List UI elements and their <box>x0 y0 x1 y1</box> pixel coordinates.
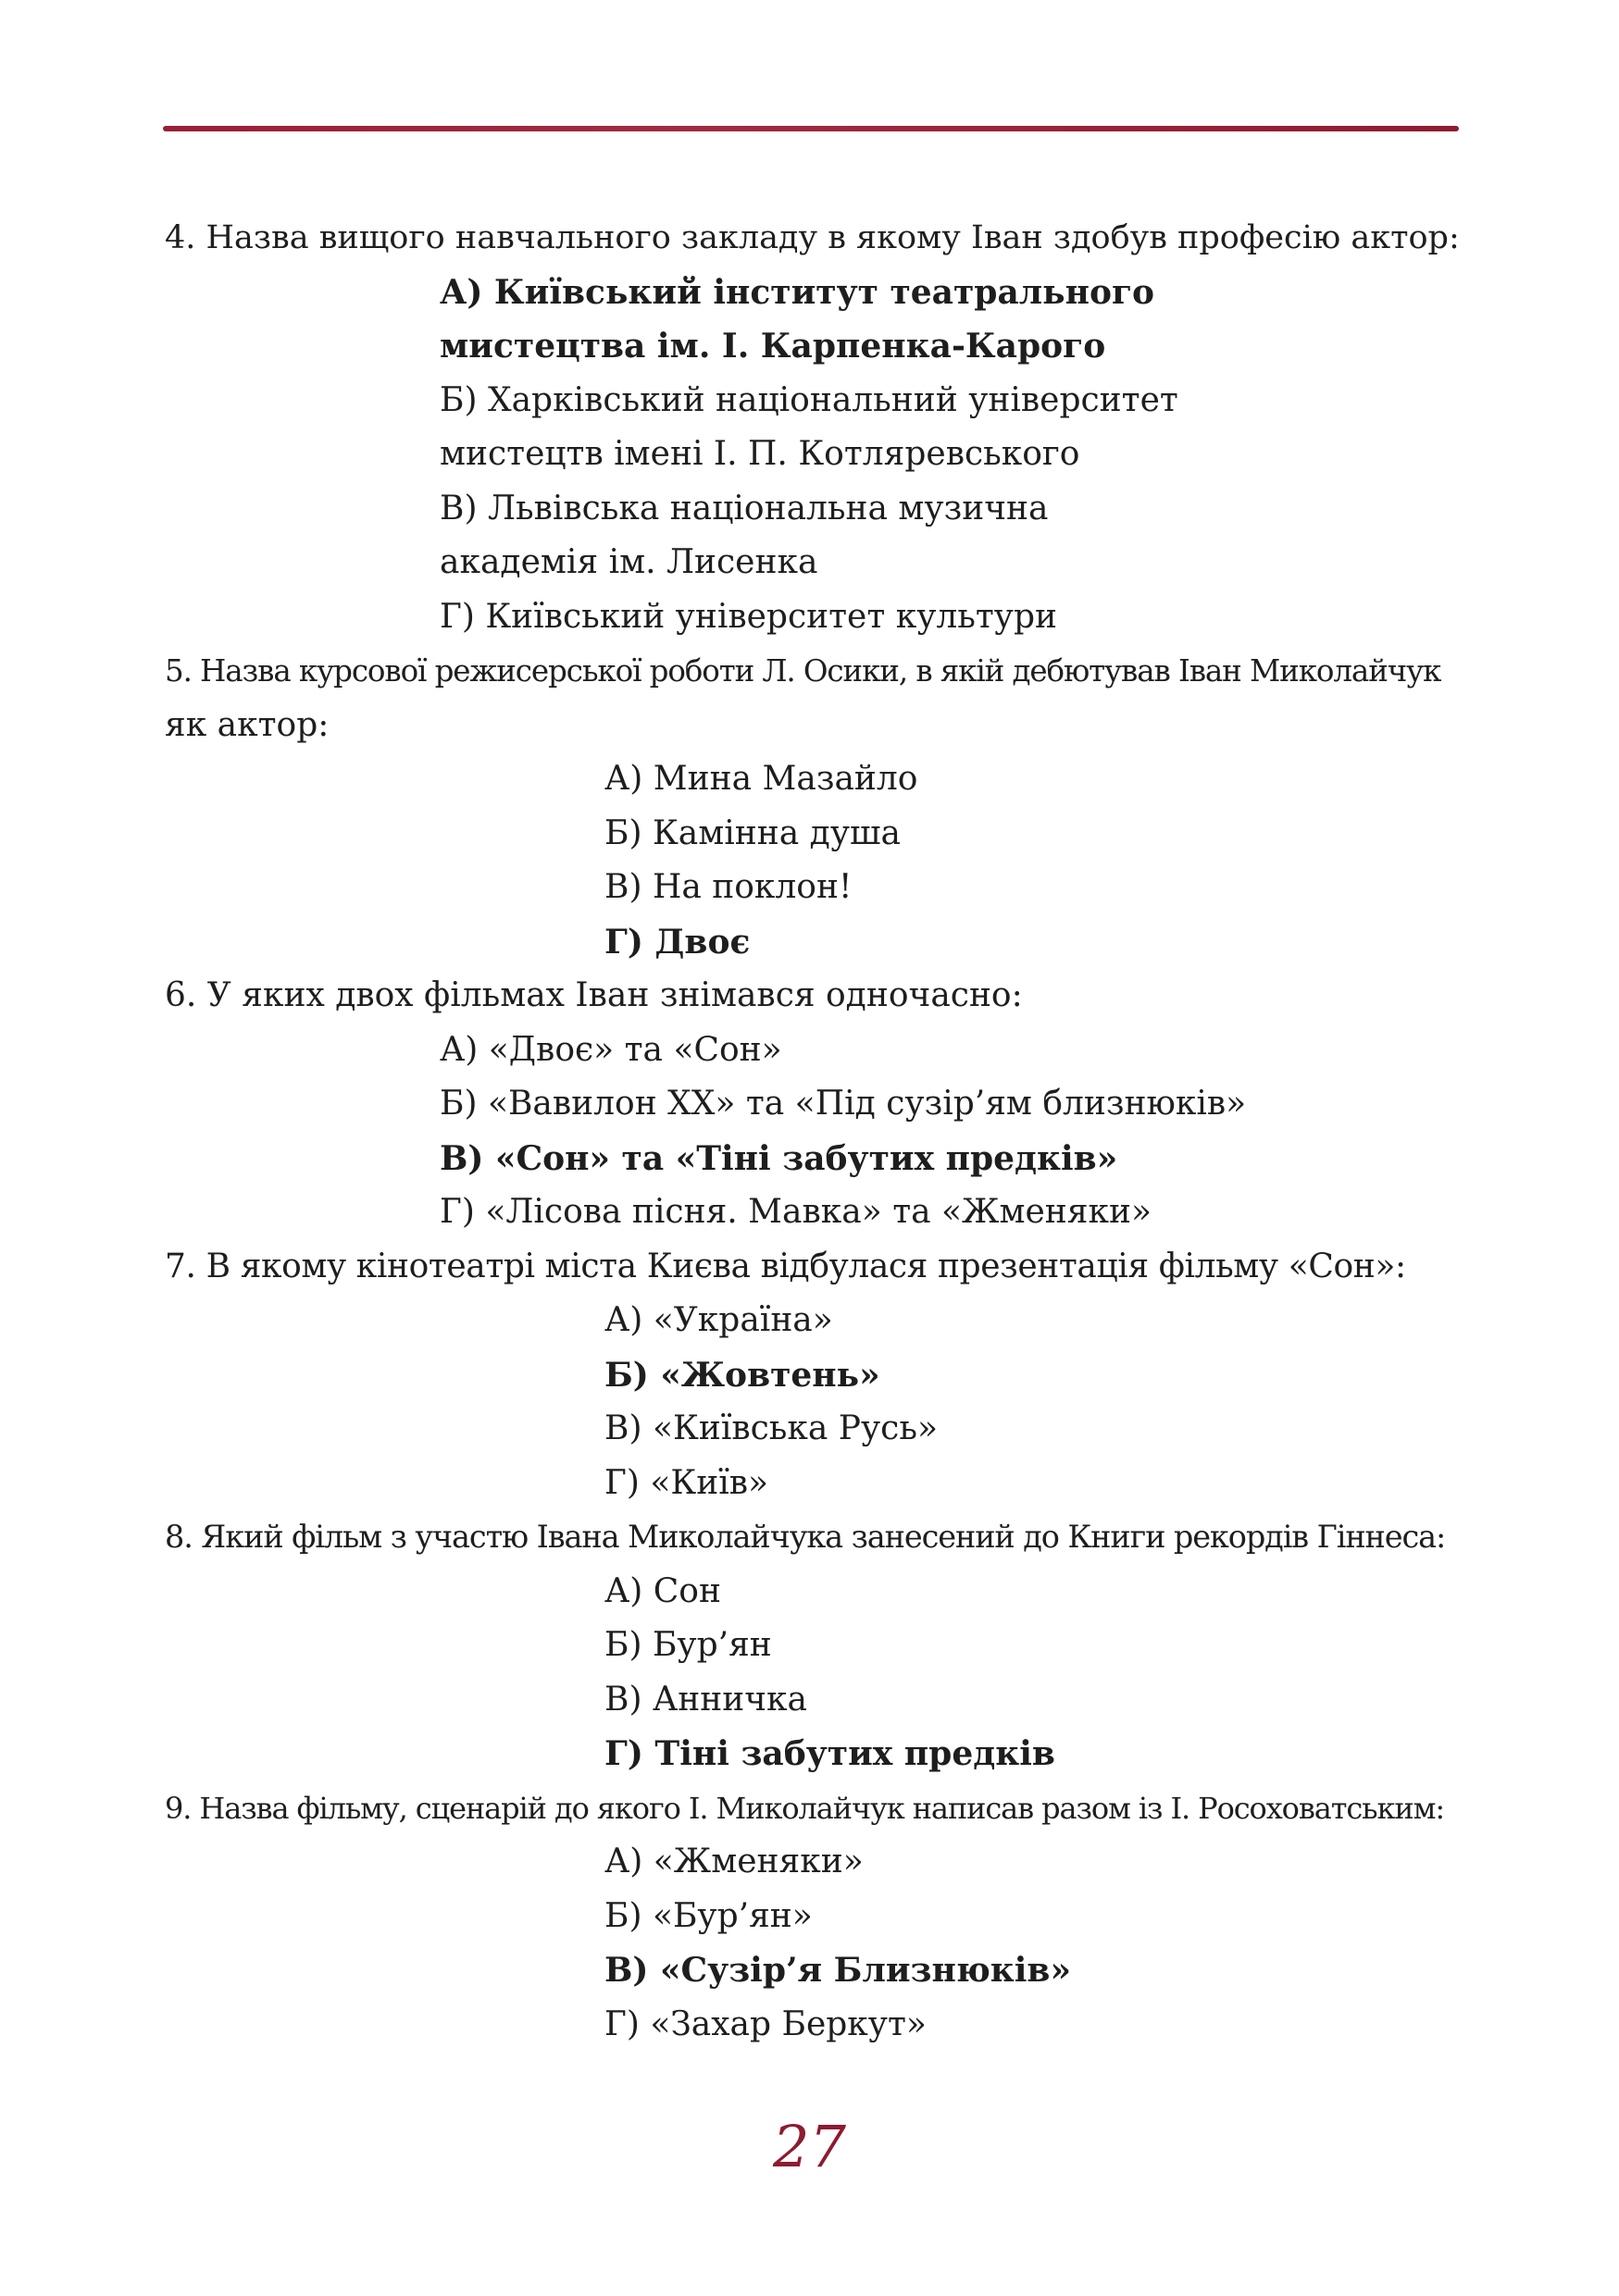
question-5-option-b: Б) Камінна душа <box>604 813 901 852</box>
question-9-option-b: Б) «Бур’ян» <box>604 1896 813 1935</box>
question-5-option-a: А) Мина Мазайло <box>604 760 918 798</box>
question-6-option-d: Г) «Лісова пісня. Мавка» та «Жменяки» <box>440 1193 1152 1231</box>
question-7-option-c: В) «Київська Русь» <box>604 1409 938 1447</box>
question-5-cont: як актор: <box>165 705 330 744</box>
question-4-option-d: Г) Київський університет культури <box>440 597 1057 636</box>
question-5-option-c: В) На поклон! <box>604 868 853 906</box>
question-4-option-c: В) Львівська національна музична <box>440 489 1049 527</box>
question-4-option-a-cont: мистецтва ім. І. Карпенка-Карого <box>440 327 1106 366</box>
question-7-option-b: Б) «Жовтень» <box>604 1355 880 1395</box>
page-number: 27 <box>773 2113 846 2180</box>
question-6-option-c: В) «Сон» та «Тіні забутих предків» <box>440 1138 1118 1178</box>
header-rule <box>163 126 1459 131</box>
question-4-option-c-cont: академія ім. Лисенка <box>440 543 818 581</box>
question-6-option-a: А) «Двоє» та «Сон» <box>440 1030 782 1069</box>
question-8-option-a: А) Сон <box>604 1571 721 1610</box>
question-9-option-a: А) «Жменяки» <box>604 1843 864 1880</box>
question-9-option-d: Г) «Захар Беркут» <box>604 2004 927 2043</box>
question-9: 9. Назва фільму, сценарій до якого І. Миколайчук написав разом із І. Росоховатським: <box>165 1790 1445 1826</box>
question-6-option-b: Б) «Вавилон ХХ» та «Під сузір’ям близнюків» <box>440 1085 1247 1123</box>
question-6: 6. У яких двох фільмах Іван знімався одночасно: <box>165 976 1023 1014</box>
question-8-option-b: Б) Бур’ян <box>604 1626 772 1664</box>
question-8: 8. Який фільм з участю Івана Миколайчука занесений до Книги рекордів Гіннеса: <box>165 1519 1446 1555</box>
question-4: 4. Назва вищого навчального закладу в якому Іван здобув професію актор: <box>165 219 1460 256</box>
question-8-option-c: В) Анничка <box>604 1680 807 1719</box>
question-9-option-c: В) «Сузір’я Близнюків» <box>604 1951 1071 1990</box>
question-4-option-a: А) Київський інститут театрального <box>440 272 1155 312</box>
question-7-option-d: Г) «Київ» <box>604 1463 769 1502</box>
question-4-option-b-cont: мистецтв імені І. П. Котляревського <box>440 435 1080 473</box>
question-8-option-d: Г) Тіні забутих предків <box>604 1734 1055 1773</box>
question-7: 7. В якому кінотеатрі міста Києва відбулася презентація фільму «Сон»: <box>165 1247 1406 1285</box>
question-4-option-b: Б) Харківський національний університет <box>440 380 1178 419</box>
question-5-option-d: Г) Двоє <box>604 922 751 962</box>
question-7-option-a: А) «Україна» <box>604 1301 833 1339</box>
question-5: 5. Назва курсової режисерської роботи Л. Осики, в якій дебютував Іван Миколайчук <box>165 653 1441 689</box>
quiz-content <box>165 211 1461 2052</box>
